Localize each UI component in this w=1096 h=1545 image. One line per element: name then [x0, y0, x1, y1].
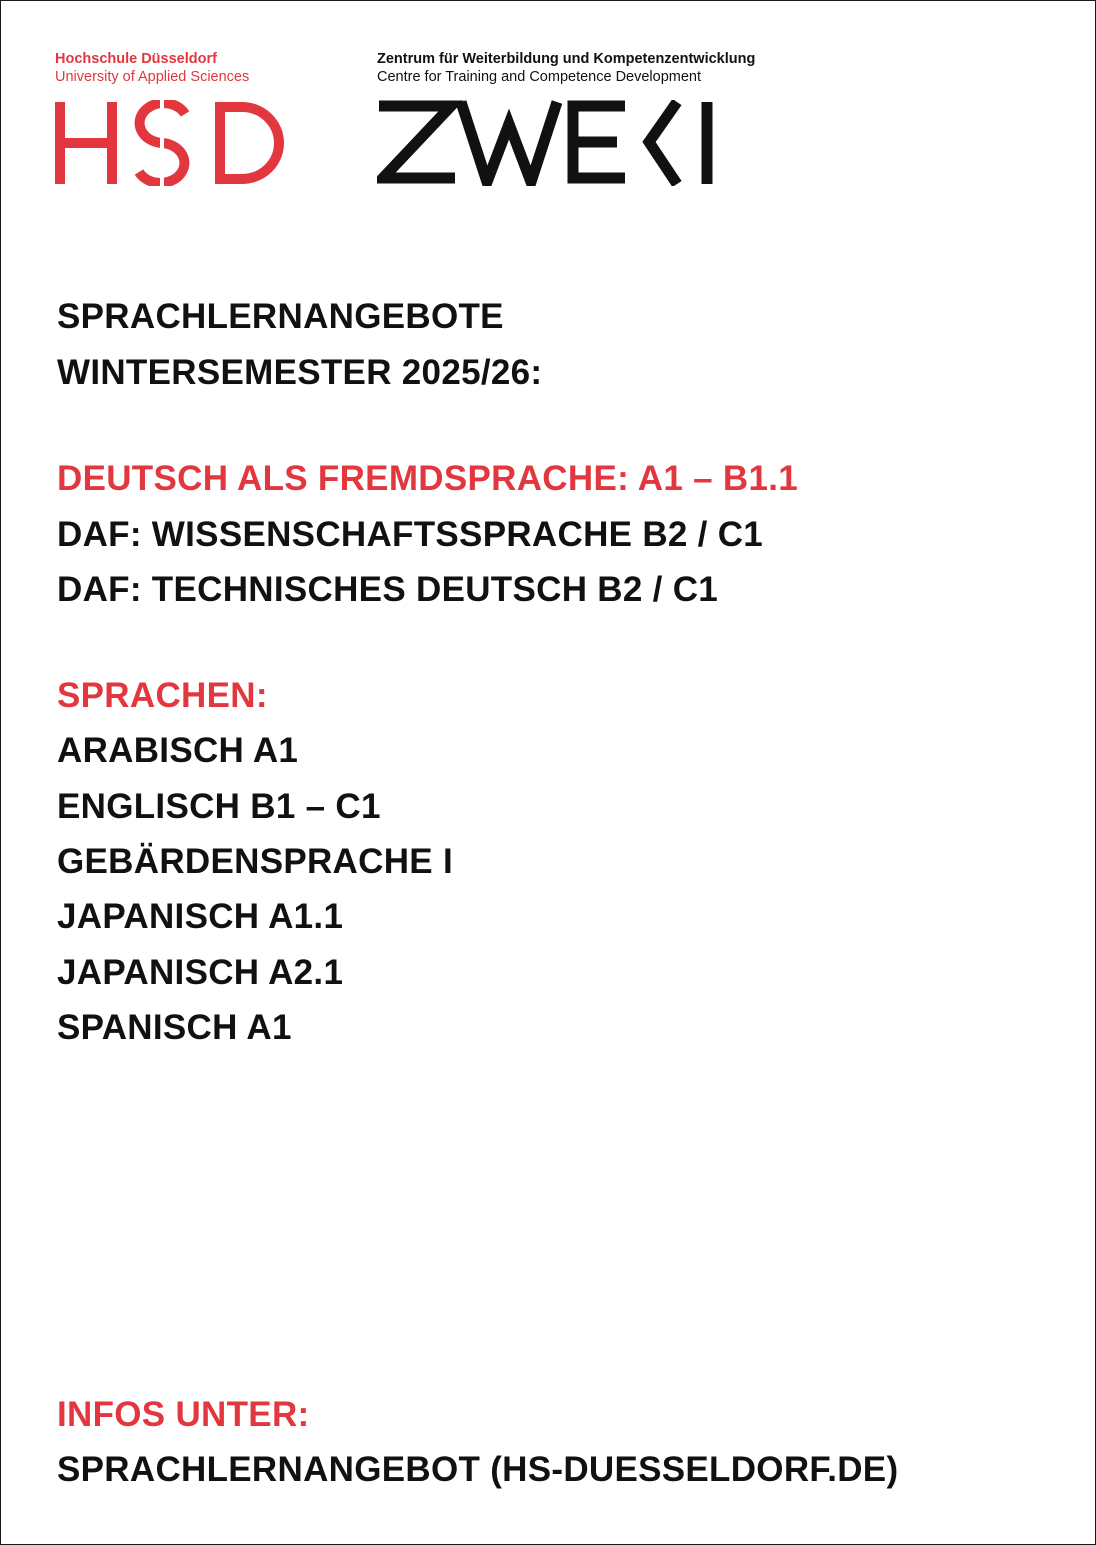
languages-heading: SPRACHEN:	[57, 676, 268, 715]
language-item: GEBÄRDENSPRACHE I	[57, 842, 453, 881]
title-line-2: WINTERSEMESTER 2025/26:	[57, 353, 543, 392]
german-course-item: DAF: WISSENSCHAFTSSPRACHE B2 / C1	[57, 515, 764, 554]
language-item: JAPANISCH A2.1	[57, 953, 344, 992]
zwek-logo	[377, 100, 727, 186]
zwek-subtitle: Centre for Training and Competence Development	[377, 69, 702, 85]
language-item: ARABISCH A1	[57, 731, 299, 770]
info-link[interactable]: SPRACHLERNANGEBOT (HS-DUESSELDORF.DE)	[57, 1450, 899, 1489]
hsd-logo	[55, 100, 290, 186]
hsd-institution-name	[55, 50, 249, 86]
language-item: JAPANISCH A1.1	[57, 897, 344, 936]
german-courses-heading: DEUTSCH ALS FREMDSPRACHE: A1 – B1.1	[57, 459, 799, 498]
title-line-1: SPRACHLERNANGEBOTE	[57, 297, 504, 336]
hsd-name: Hochschule Düsseldorf	[55, 51, 217, 67]
hsd-subtitle: University of Applied Sciences	[55, 69, 250, 85]
language-item: ENGLISCH B1 – C1	[57, 787, 381, 826]
german-course-item: DAF: TECHNISCHES DEUTSCH B2 / C1	[57, 570, 719, 609]
info-heading: INFOS UNTER:	[57, 1395, 310, 1434]
zwek-name: Zentrum für Weiterbildung und Kompetenzentwicklung	[377, 51, 756, 67]
zwek-institution-name	[377, 50, 755, 86]
language-item: SPANISCH A1	[57, 1008, 292, 1047]
